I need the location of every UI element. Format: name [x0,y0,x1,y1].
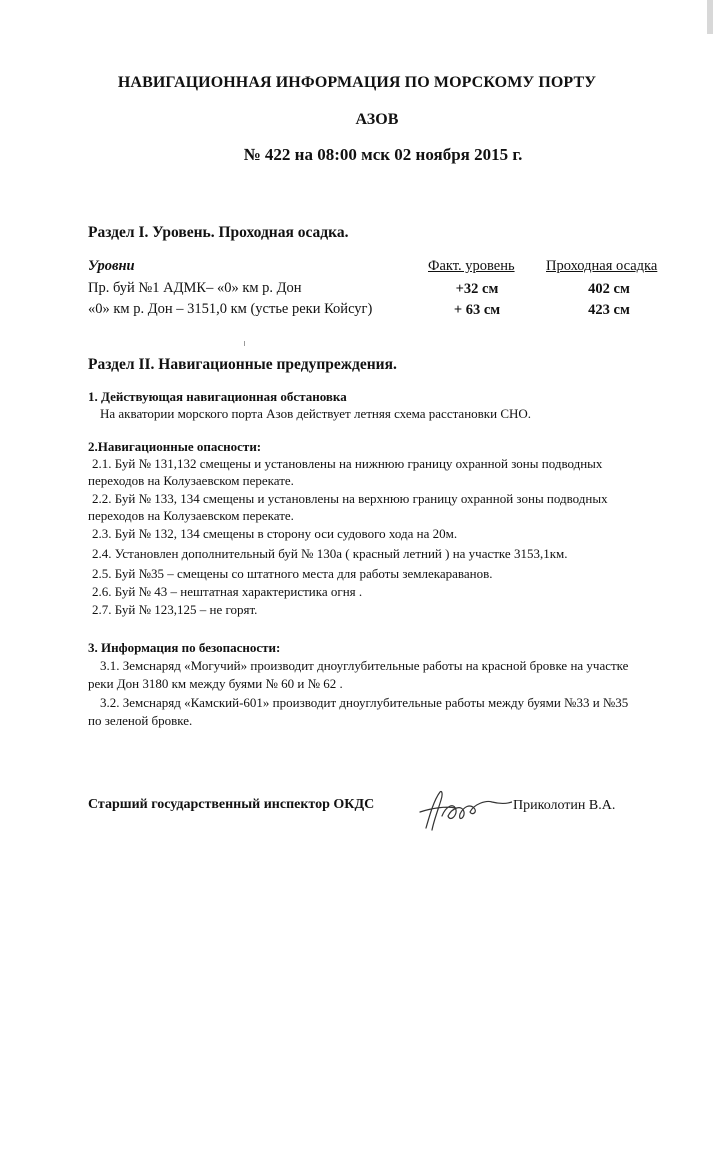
signature-image [412,786,512,838]
table-row-1-location: Пр. буй №1 АДМК– «0» км р. Дон [88,280,302,296]
list-item: 3.1. Земснаряд «Могучий» производит дноуглубительные работы на красной бровке на участке [100,658,629,673]
list-item: 2.1. Буй № 131,132 смещены и установлены на нижнюю границу охранной зоны подводных [92,456,603,471]
section-1-title: Раздел I. Уровень. Проходная осадка. [88,224,349,241]
section-2-title: Раздел II. Навигационные предупреждения. [88,356,397,373]
table-row-1-level: +32 см [455,281,499,297]
list-item: по зеленой бровке. [88,713,193,728]
scan-speck [244,341,245,346]
subsection-1-text: На акватории морского порта Азов действует летняя схема расстановки СНО. [100,406,532,421]
table-header-draft: Проходная осадка [546,258,658,274]
signatory-name: Приколотин В.А. [513,798,616,813]
list-item: переходов на Колузаевском перекате. [88,508,294,523]
table-row-2-location: «0» км р. Дон – 3151,0 км (устье реки Койсуг) [88,301,373,317]
list-item: реки Дон 3180 км между буями № 60 и № 62 . [88,676,343,691]
subsection-2-title: 2.Навигационные опасности: [88,439,262,454]
list-item: 2.7. Буй № 123,125 – не горят. [92,602,258,617]
list-item: 2.5. Буй №35 – смещены со штатного места для работы землекараванов. [92,566,493,581]
port-name: АЗОВ [355,111,399,128]
table-row-2-draft: 423 см [588,302,630,318]
document-title: НАВИГАЦИОННАЯ ИНФОРМАЦИЯ ПО МОРСКОМУ ПОРТУ [117,74,597,91]
list-item: 3.2. Земснаряд «Камский-601» производит дноуглубительные работы между буями №33 и №35 [100,695,629,710]
table-row-1-draft: 402 см [588,281,630,297]
subsection-1-title: 1. Действующая навигационная обстановка [88,389,347,404]
signatory-position: Старший государственный инспектор ОКДС [88,797,375,812]
table-row-2-level: + 63 см [453,302,501,318]
table-header-actual-level: Факт. уровень [428,258,515,274]
scan-edge-shadow [707,0,713,34]
list-item: 2.3. Буй № 132, 134 смещены в сторону оси судового хода на 20м. [92,526,458,541]
list-item: 2.4. Установлен дополнительный буй № 130а ( красный летний ) на участке 3153,1км. [92,546,568,561]
list-item: переходов на Колузаевском перекате. [88,473,294,488]
table-header-levels: Уровни [88,258,135,274]
list-item: 2.2. Буй № 133, 134 смещены и установлены на верхнюю границу охранной зоны подводных [92,491,608,506]
list-item: 2.6. Буй № 43 – нештатная характеристика огня . [92,584,363,599]
bulletin-number-date: № 422 на 08:00 мск 02 ноября 2015 г. [243,145,523,164]
subsection-3-title: 3. Информация по безопасности: [88,640,281,655]
